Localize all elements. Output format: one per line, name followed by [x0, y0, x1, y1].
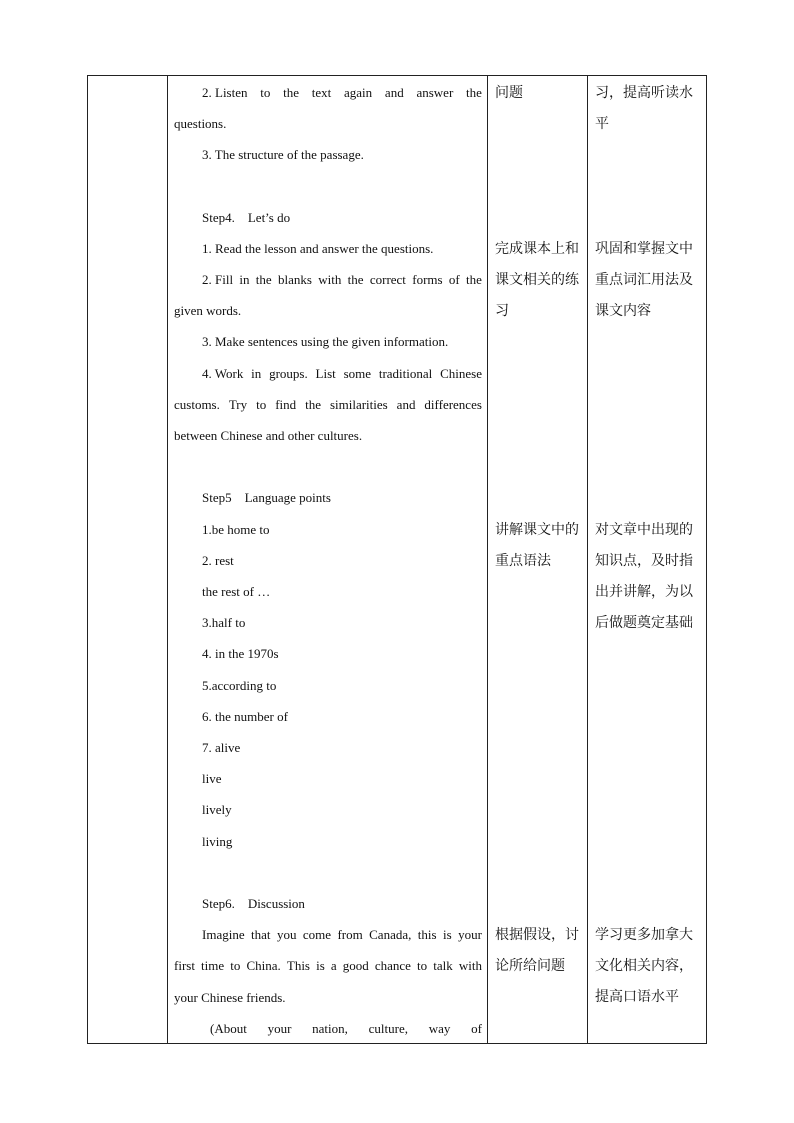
text-line — [174, 958, 482, 974]
word: the — [255, 272, 272, 287]
language-point: 6. the number of — [202, 709, 288, 724]
word: in — [251, 366, 262, 381]
teaching-content-column — [168, 76, 487, 1043]
word: and — [396, 397, 416, 412]
text-line: between Chinese and other cultures. — [174, 428, 363, 443]
word: is — [443, 927, 452, 942]
language-point: 7. alive — [202, 740, 241, 755]
intent-text: 重点词汇用法及 — [595, 272, 693, 288]
word: come — [302, 927, 332, 942]
word: differences — [424, 397, 482, 412]
language-point: 2. rest — [202, 553, 234, 568]
word: way — [428, 1021, 451, 1036]
text-line: 3. The structure of the passage. — [202, 147, 364, 162]
word: Chinese — [440, 366, 482, 381]
step6-heading: Step6. Discussion — [202, 896, 305, 911]
word: talk — [433, 958, 453, 973]
word: to — [260, 85, 271, 100]
text-line: questions. — [174, 116, 227, 131]
word: good — [342, 958, 369, 973]
language-point: 5.according to — [202, 678, 277, 693]
word: 2. Fill — [202, 272, 234, 287]
word: your — [267, 1021, 292, 1036]
intent-text: 平 — [595, 116, 609, 132]
word: from — [337, 927, 363, 942]
word: (About — [210, 1021, 247, 1036]
activity-text: 论所给问题 — [495, 958, 565, 974]
word: with — [318, 272, 342, 287]
word: the — [347, 272, 364, 287]
word: 4. Work — [202, 366, 244, 381]
activity-text: 讲解课文中的 — [495, 522, 579, 538]
text-line — [202, 272, 482, 288]
word: correct — [369, 272, 406, 287]
text-line — [202, 85, 482, 101]
text-line: your Chinese friends. — [174, 990, 286, 1005]
language-point: 3.half to — [202, 615, 246, 630]
activity-text: 习 — [495, 303, 509, 319]
word: text — [311, 85, 332, 100]
word: 2. Listen — [202, 85, 248, 100]
word: to — [256, 397, 267, 412]
language-point: the rest of … — [202, 584, 271, 599]
word: this — [417, 927, 437, 942]
text-line: 3. Make sentences using the given information. — [202, 334, 449, 349]
word: in — [239, 272, 250, 287]
lesson-plan-table — [87, 75, 707, 1044]
word: customs. — [174, 397, 220, 412]
language-point: 1.be home to — [202, 522, 270, 537]
activity-text: 完成课本上和 — [495, 241, 579, 257]
intent-text: 知识点，及时指 — [595, 553, 693, 569]
intent-text: 课文内容 — [595, 303, 651, 319]
intent-text: 提高口语水平 — [595, 989, 679, 1005]
text-line — [174, 397, 482, 413]
intent-text: 巩固和掌握文中 — [595, 241, 693, 257]
word: Try — [228, 397, 248, 412]
word: is — [316, 958, 325, 973]
text-line — [210, 1021, 482, 1037]
word: nation, — [312, 1021, 348, 1036]
language-point: live — [202, 771, 222, 786]
word: answer — [416, 85, 454, 100]
text-line — [202, 927, 482, 943]
intent-text: 对文章中出现的 — [595, 522, 693, 538]
language-point: 4. in the 1970s — [202, 646, 279, 661]
activity-text: 课文相关的练 — [495, 272, 579, 288]
word: of — [471, 1021, 482, 1036]
word: the — [305, 397, 321, 412]
word: the — [283, 85, 300, 100]
language-point: lively — [202, 802, 232, 817]
word: a — [330, 958, 337, 973]
intent-text: 学习更多加拿大 — [595, 927, 693, 943]
word: culture, — [368, 1021, 408, 1036]
word: the — [466, 85, 482, 100]
activity-text: 根据假设，讨 — [495, 927, 579, 943]
word: the — [466, 272, 482, 287]
word: with — [458, 958, 482, 973]
intent-text: 后做题奠定基础 — [595, 615, 693, 631]
word: first — [174, 958, 195, 973]
text-line: given words. — [174, 303, 242, 318]
word: China. — [246, 958, 281, 973]
text-line: 1. Read the lesson and answer the questions. — [202, 241, 434, 256]
intent-text: 文化相关内容， — [595, 958, 693, 974]
word: traditional — [378, 366, 433, 381]
word: again — [344, 85, 373, 100]
word: forms — [412, 272, 443, 287]
word: that — [251, 927, 271, 942]
student-activity-column — [488, 76, 587, 1043]
word: similarities — [329, 397, 388, 412]
word: Canada, — [369, 927, 412, 942]
word: This — [286, 958, 310, 973]
word: chance — [374, 958, 411, 973]
activity-text: 问题 — [495, 85, 523, 101]
activity-text: 重点语法 — [495, 553, 551, 569]
intent-text: 习，提高听读水 — [595, 85, 693, 101]
word: Imagine — [202, 927, 245, 942]
word: of — [448, 272, 460, 287]
step4-heading: Step4. Let’s do — [202, 210, 291, 225]
text-line — [202, 366, 482, 382]
word: and — [384, 85, 404, 100]
word: you — [276, 927, 297, 942]
word: some — [343, 366, 372, 381]
word: groups. — [269, 366, 308, 381]
step5-heading: Step5 Language points — [202, 490, 331, 505]
word: your — [458, 927, 482, 942]
intent-text: 出并讲解，为以 — [595, 584, 693, 600]
word: blanks — [277, 272, 312, 287]
phase-column — [88, 76, 167, 1043]
word: find — [275, 397, 297, 412]
word: List — [315, 366, 336, 381]
design-intent-column — [588, 76, 706, 1043]
word: time — [201, 958, 225, 973]
word: to — [417, 958, 428, 973]
language-point: living — [202, 834, 233, 849]
word: to — [230, 958, 241, 973]
